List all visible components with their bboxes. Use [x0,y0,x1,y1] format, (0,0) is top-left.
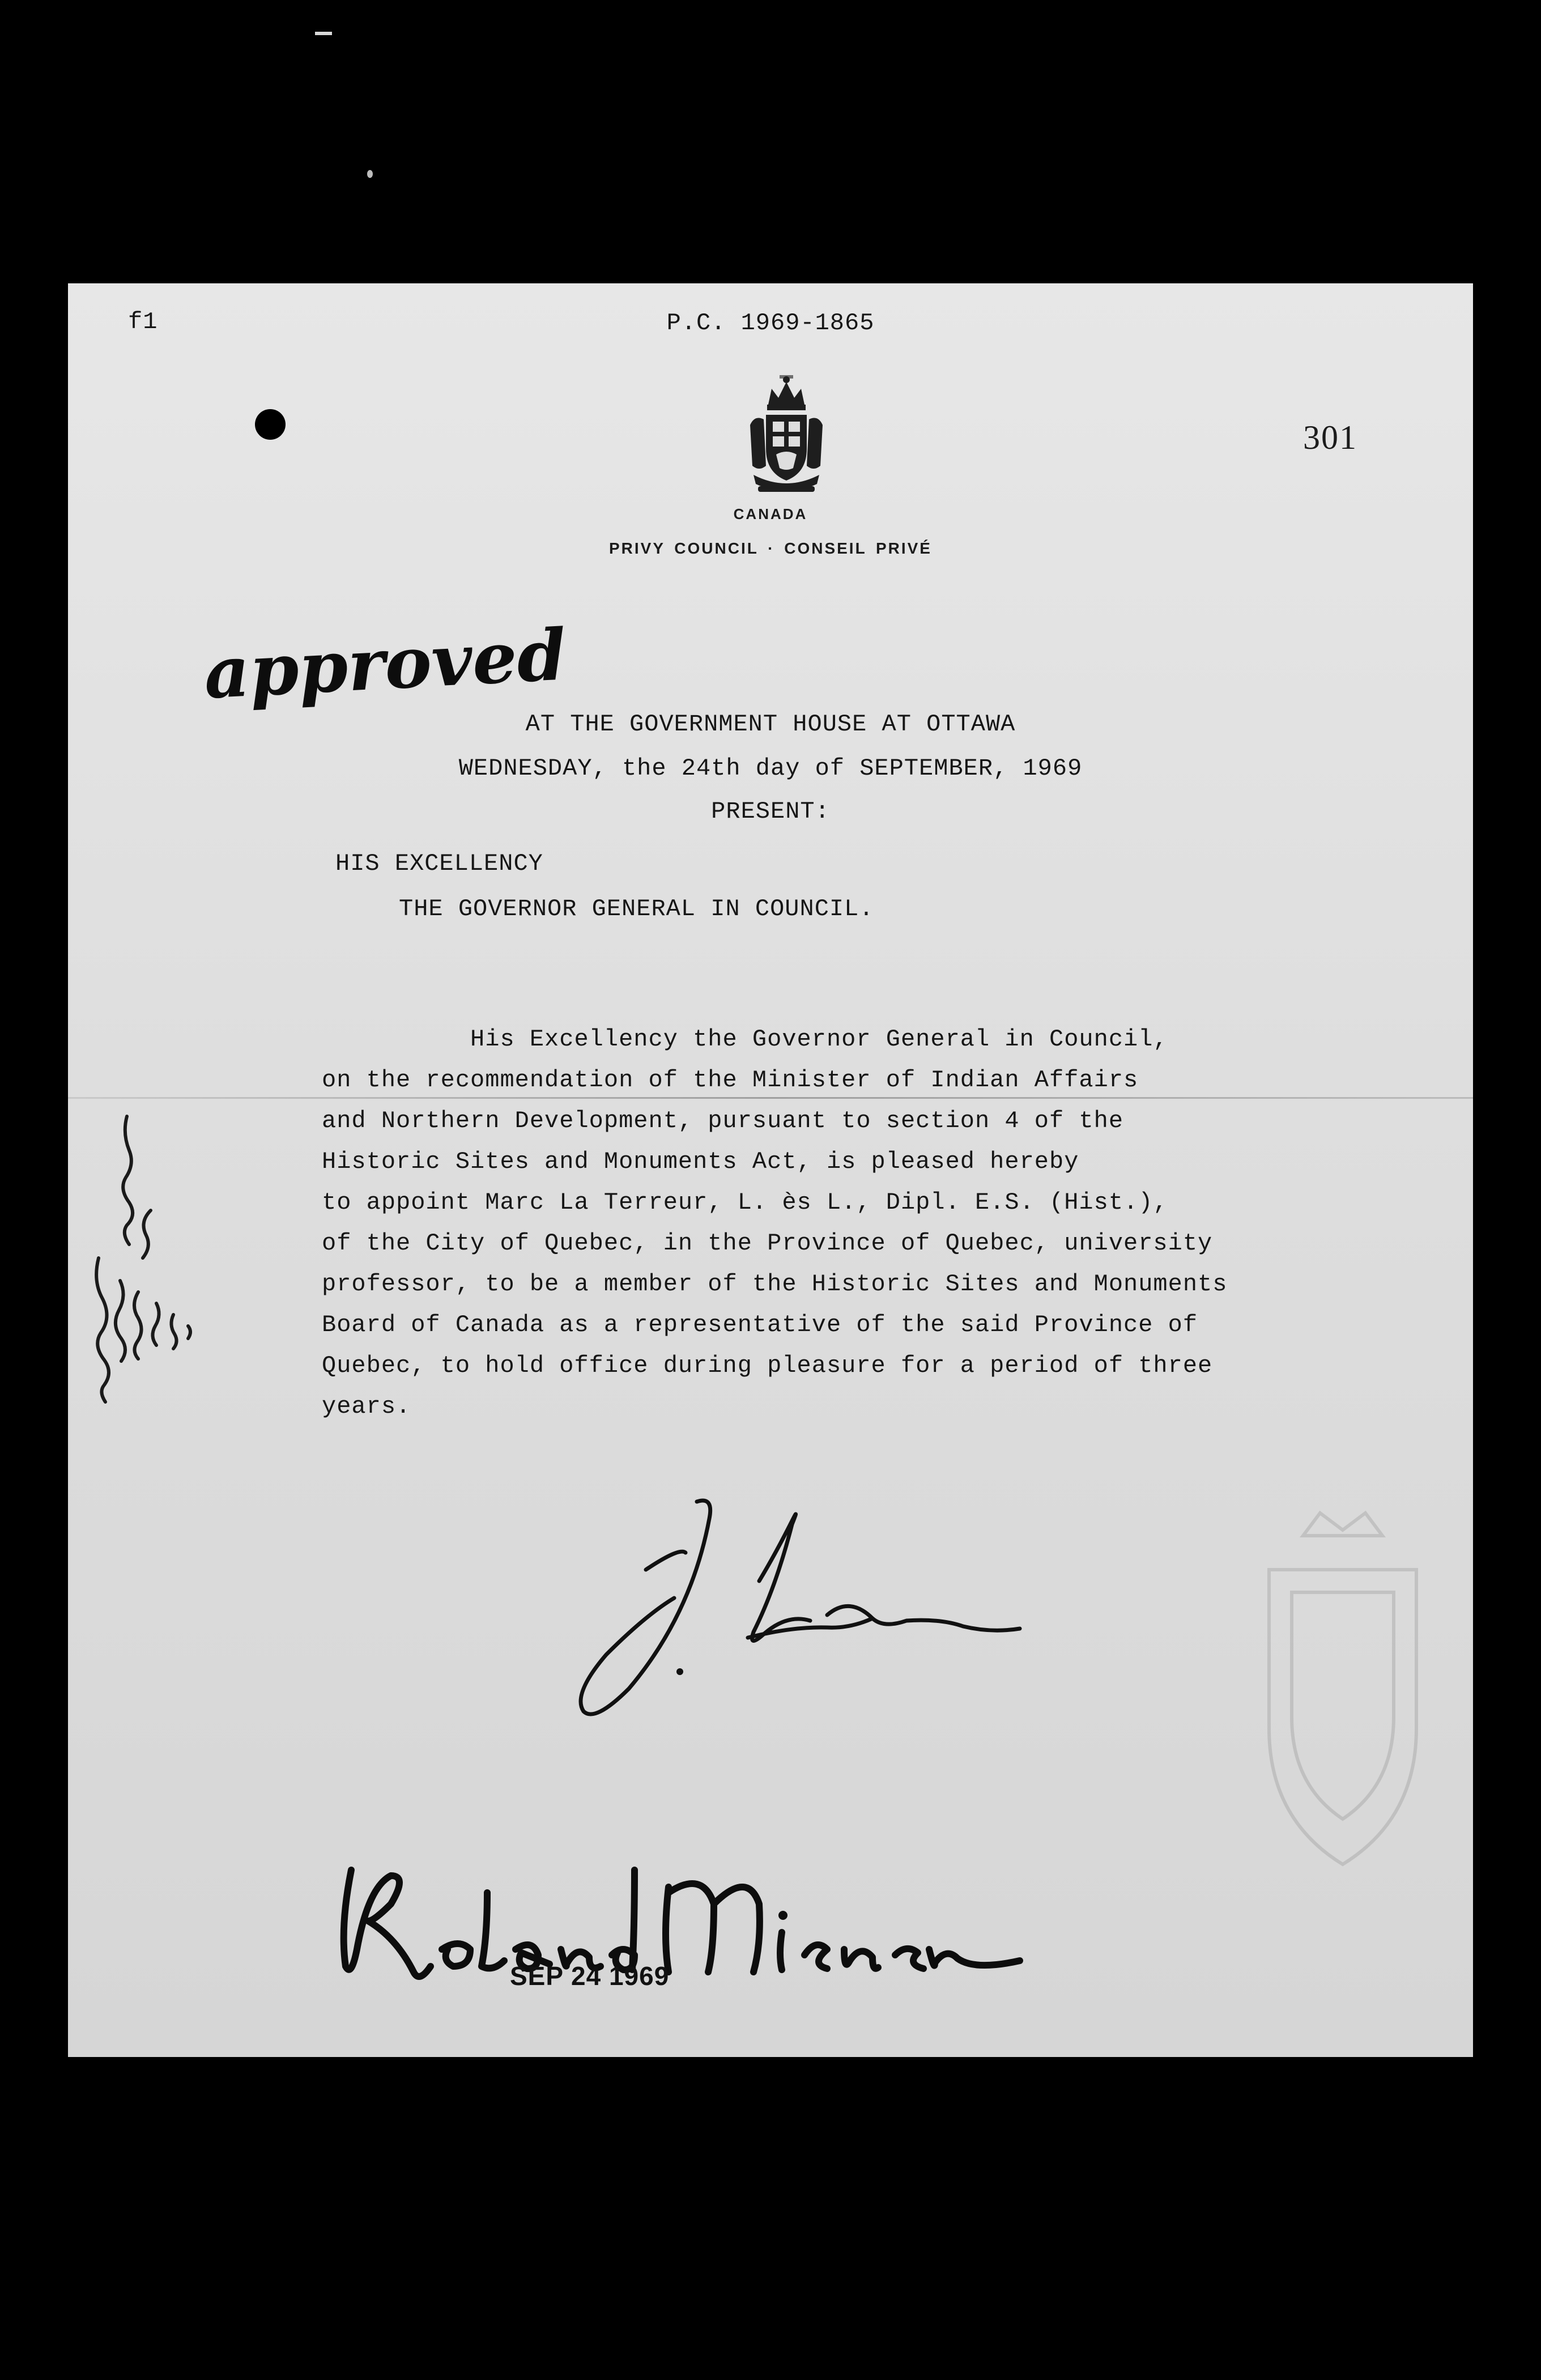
date-line: WEDNESDAY, the 24th day of SEPTEMBER, 1969 [458,755,1083,782]
punch-hole [255,409,286,440]
body-line: years. [322,1393,411,1420]
letterhead-country: CANADA [733,505,808,522]
present-label: PRESENT: [711,798,830,825]
watermark-crest [1235,1502,1450,1898]
coat-of-arms-icon [747,375,826,494]
body-line: of the City of Quebec, in the Province of Quebec, university [322,1230,1213,1257]
folio-number: 301 [1303,419,1357,456]
body-line: professor, to be a member of the Historic Sites and Monuments [322,1270,1228,1298]
signature [510,1485,1065,1745]
body-line: to appoint Marc La Terreur, L. ès L., Dipl. E.S. (Hist.), [322,1189,1168,1216]
frame-code: f1 [128,308,158,335]
body-line: and Northern Development, pursuant to section 4 of the [322,1107,1124,1134]
signature [317,1836,1054,2006]
body-line: on the recommendation of the Minister of Indian Affairs [322,1066,1139,1094]
letterhead-office: PRIVY COUNCIL · CONSEIL PRIVÉ [609,539,932,557]
document-sheet [68,283,1473,2057]
scan-speck [367,170,373,178]
salutation-line: HIS EXCELLENCY [335,850,543,877]
approved-label: approved [202,614,568,715]
body-line: His Excellency the Governor General in Council, [322,1026,1168,1053]
salutation-line: THE GOVERNOR GENERAL IN COUNCIL. [399,895,874,923]
fold-line [68,1097,1473,1099]
body-line: Quebec, to hold office during pleasure for a period of three [322,1352,1213,1379]
body-line: Board of Canada as a representative of the said Province of [322,1311,1198,1338]
body-line: Historic Sites and Monuments Act, is pleased hereby [322,1148,1079,1175]
approval-date-stamp: SEP 24 1969 [510,1961,670,1991]
scan-artifact [315,32,332,35]
location-line: AT THE GOVERNMENT HOUSE AT OTTAWA [525,711,1016,738]
order-number: P.C. 1969-1865 [666,309,875,337]
